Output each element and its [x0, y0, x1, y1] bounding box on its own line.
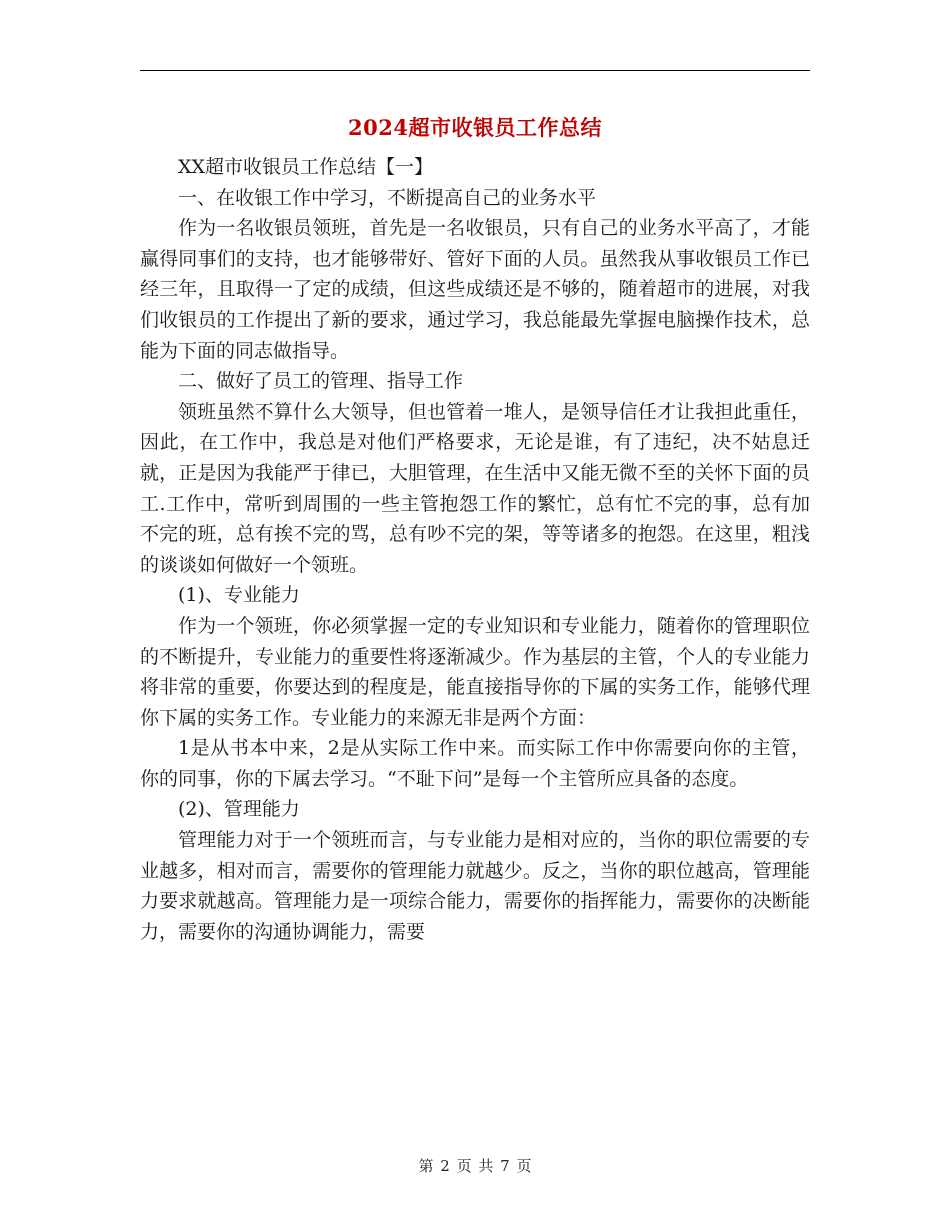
body-paragraph: 1是从书本中来，2是从实际工作中来。而实际工作中你需要向你的主管，你的同事，你的下属去学习。“不耻下问”是每一个主管所应具备的态度。: [140, 737, 810, 790]
subsection-heading: 一、在收银工作中学习，不断提高自己的业务水平: [178, 186, 597, 209]
header-rule: [140, 70, 810, 71]
document-body: [140, 152, 810, 947]
subsection-heading: (2)、管理能力: [178, 798, 300, 821]
subsection-heading: (1)、专业能力: [178, 584, 300, 607]
body-paragraph: 作为一名收银员领班，首先是一名收银员，只有自己的业务水平高了，才能赢得同事们的支持，也才能够带好、管好下面的人员。虽然我从事收银员工作已经三年，且取得一了定的成绩，但这些成绩还是不够的，随着超市的进展，对我们收银员的工作提出了新的要求，通过学习，我总能最先掌握电脑操作技术，总能为下面的同志做指导。: [140, 217, 810, 362]
subsection-heading: 二、做好了员工的管理、指导工作: [178, 370, 464, 393]
body-paragraph: 管理能力对于一个领班而言，与专业能力是相对应的，当你的职位需要的专业越多，相对而言，需要你的管理能力就越少。反之，当你的职位越高，管理能力要求就越高。管理能力是一项综合能力，需要你的指挥能力，需要你的决断能力，需要你的沟通协调能力，需要: [140, 829, 810, 943]
body-paragraph: 作为一个领班，你必须掌握一定的专业知识和专业能力，随着你的管理职位的不断提升，专业能力的重要性将逐渐减少。作为基层的主管，个人的专业能力将非常的重要，你要达到的程度是，能直接指导你的下属的实务工作，能够代理你下属的实务工作。专业能力的来源无非是两个方面：: [140, 614, 810, 729]
section-heading: XX超市收银员工作总结【一】: [178, 156, 434, 178]
page-number-footer: 第 2 页 共 7 页: [418, 1157, 532, 1175]
body-paragraph: 领班虽然不算什么大领导，但也管着一堆人，是领导信任才让我担此重任，因此，在工作中，我总是对他们严格要求，无论是谁，有了违纪，决不姑息迁就，正是因为我能严于律已，大胆管理，在生活中又能无微不至的关怀下面的员工.工作中，常听到周围的一些主管抱怨工作的繁忙，总有忙不完的事，总有加不完的班，总有挨不完的骂，总有吵不完的架，等等诸多的抱怨。在这里，粗浅的谈谈如何做好一个领班。: [140, 400, 810, 576]
document-title: 2024超市收银员工作总结: [348, 115, 602, 140]
